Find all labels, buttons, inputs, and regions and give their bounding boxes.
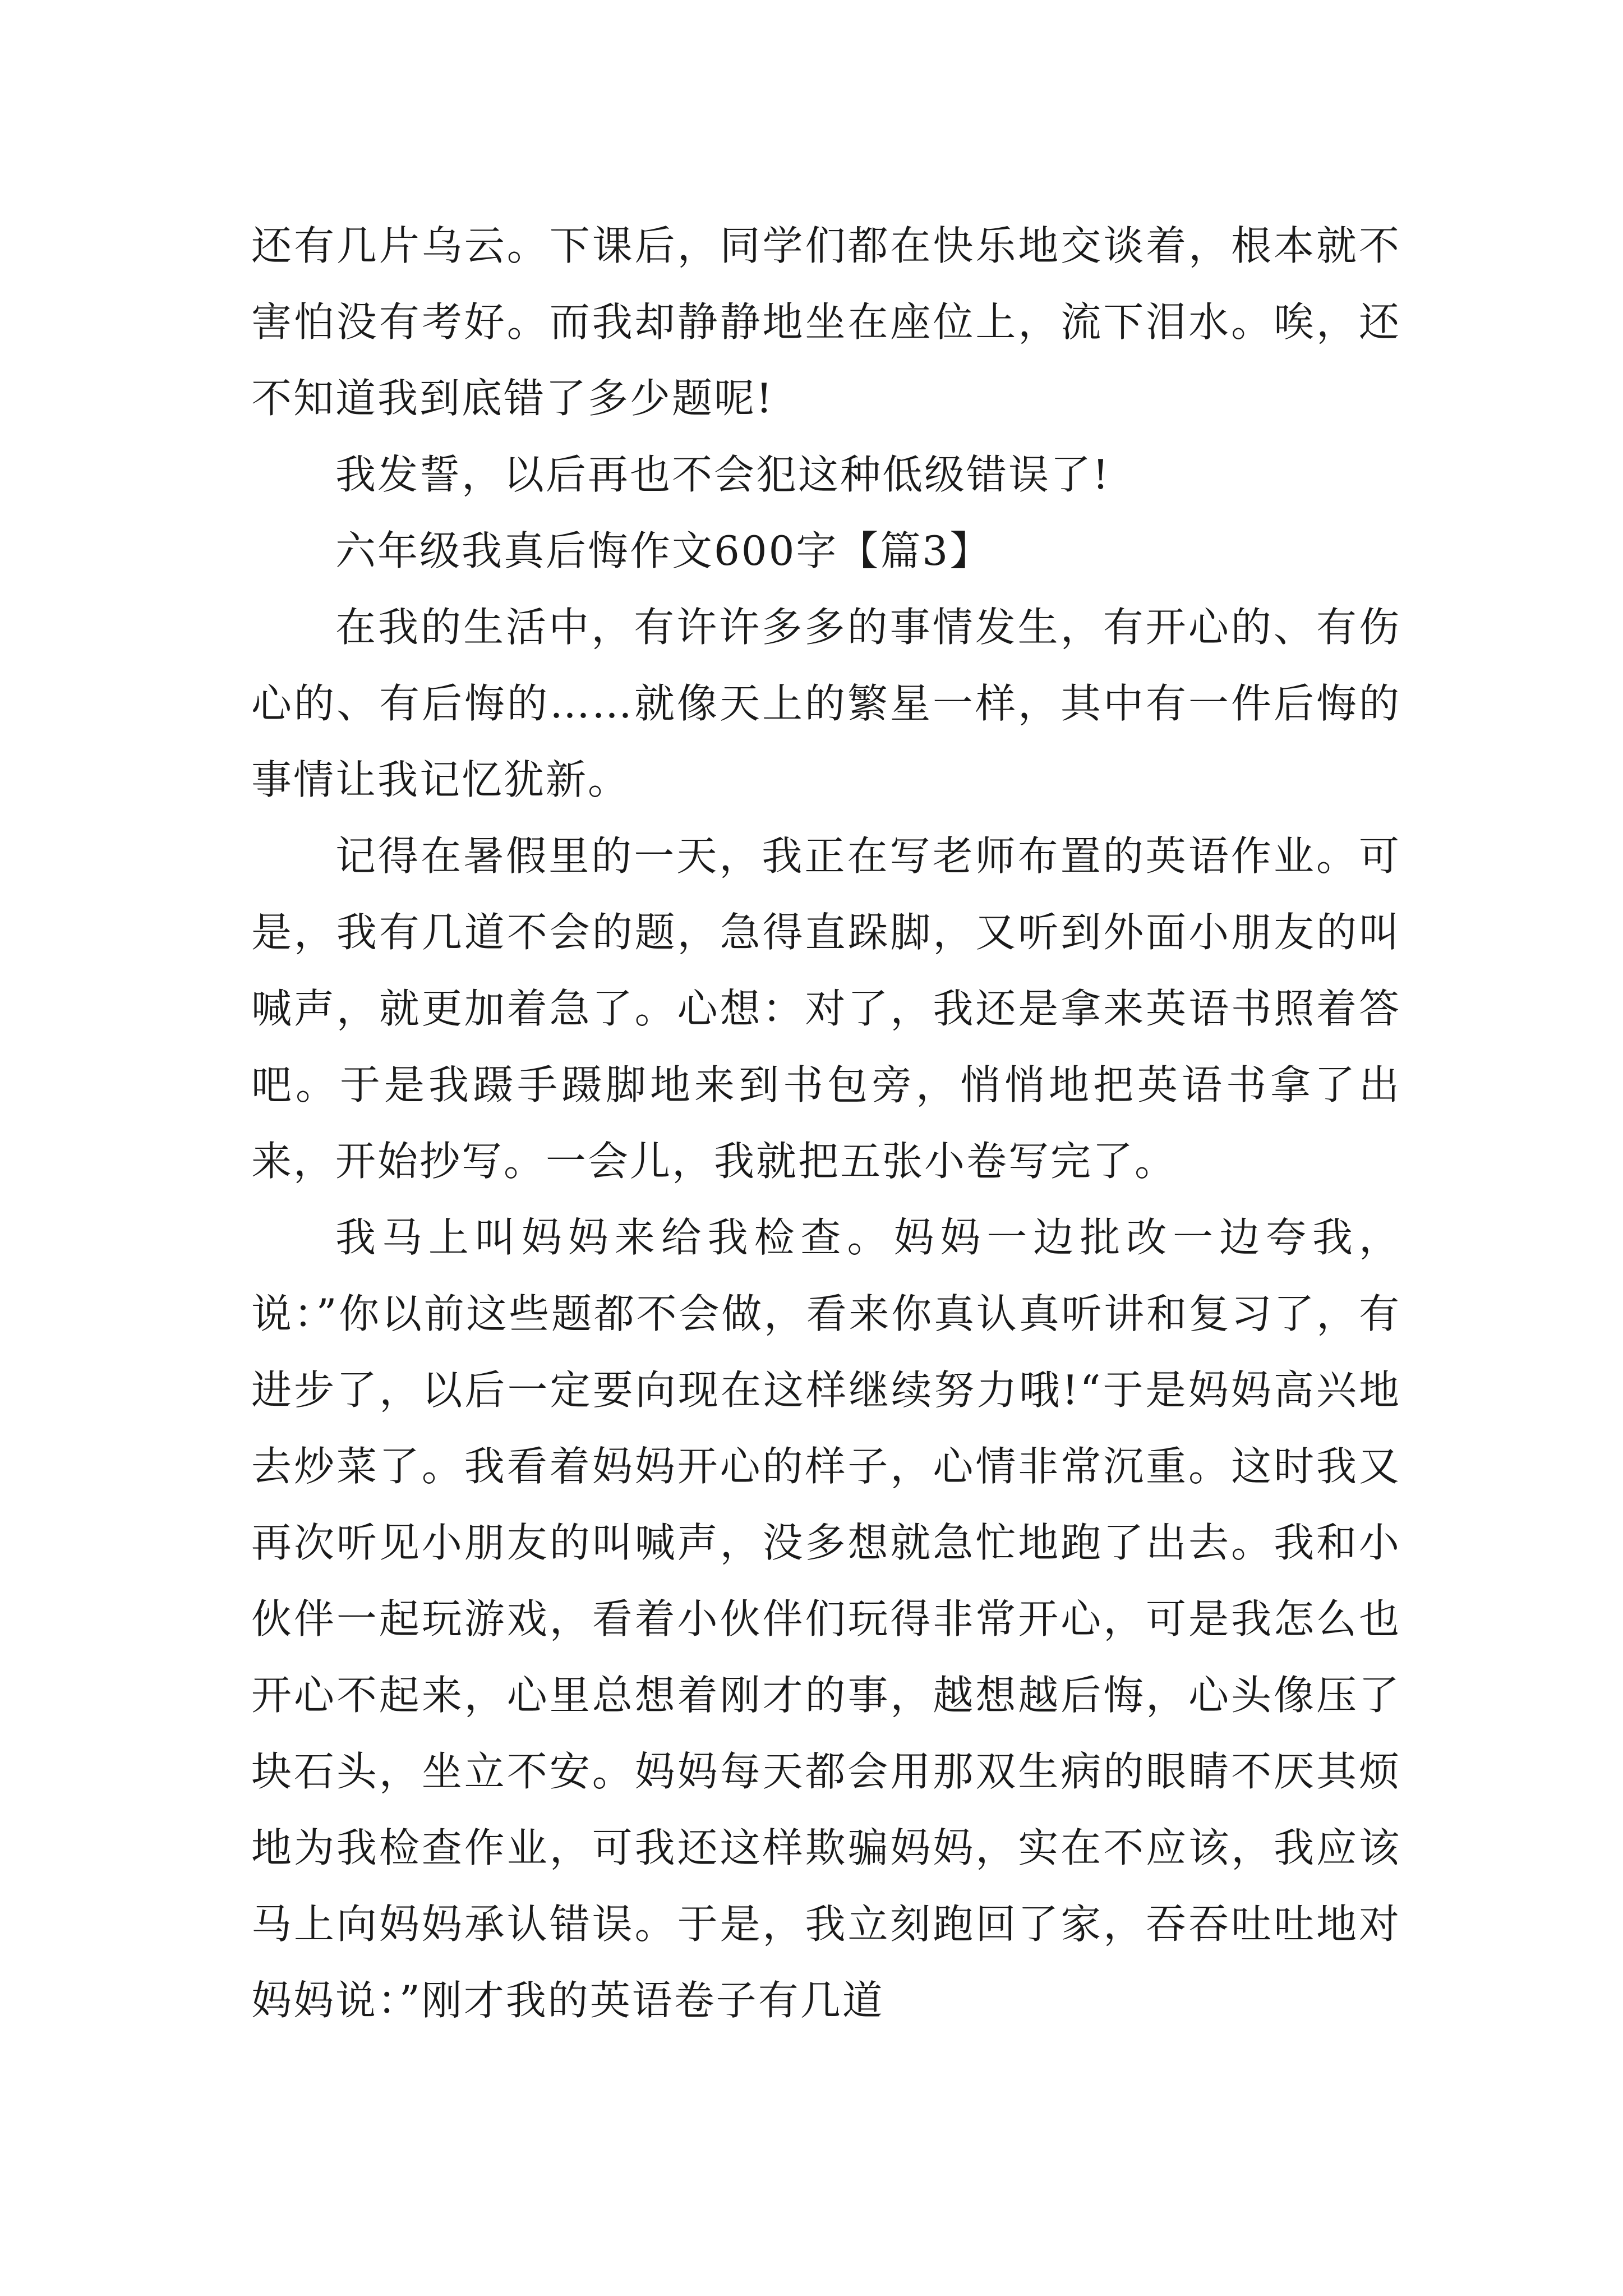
paragraph-1: 还有几片乌云。下课后，同学们都在快乐地交谈着，根本就不害怕没有考好。而我却静静地坐在座位上，流下泪水。唉，还不知道我到底错了多少题呢! bbox=[251, 222, 1401, 422]
essay-body bbox=[251, 208, 1401, 2039]
paragraph-4: 记得在暑假里的一天，我正在写老师布置的英语作业。可是，我有几道不会的题，急得直跺脚，又听到外面小朋友的叫喊声，就更加着急了。心想：对了，我还是拿来英语书照着答吧。于是我蹑手蹑脚地来到书包旁，悄悄地把英语书拿了出来，开始抄写。一会儿，我就把五张小卷写完了。 bbox=[251, 832, 1401, 1185]
paragraph-2: 我发誓，以后再也不会犯这种低级错误了! bbox=[335, 451, 1110, 498]
paragraph-5: 我马上叫妈妈来给我检查。妈妈一边批改一边夸我，说：”你以前这些题都不会做，看来你真认真听讲和复习了，有进步了，以后一定要向现在这样继续努力哦!“于是妈妈高兴地去炒菜了。我看着妈妈开心的样子，心情非常沉重。这时我又再次听见小朋友的叫喊声，没多想就急忙地跑了出去。我和小伙伴一起玩游戏，看着小伙伴们玩得非常开心，可是我怎么也开心不起来，心里总想着刚才的事，越想越后悔，心头像压了块石头，坐立不安。妈妈每天都会用那双生病的眼睛不厌其烦地为我检查作业，可我还这样欺骗妈妈，实在不应该，我应该马上向妈妈承认错误。于是，我立刻跑回了家，吞吞吐吐地对妈妈说：”刚才我的英语卷子有几道 bbox=[251, 1214, 1401, 2024]
section-heading: 六年级我真后悔作文600字【篇3】 bbox=[335, 527, 992, 574]
paragraph-3: 在我的生活中，有许许多多的事情发生，有开心的、有伤心的、有后悔的……就像天上的繁星一样，其中有一件后悔的事情让我记忆犹新。 bbox=[251, 604, 1401, 803]
